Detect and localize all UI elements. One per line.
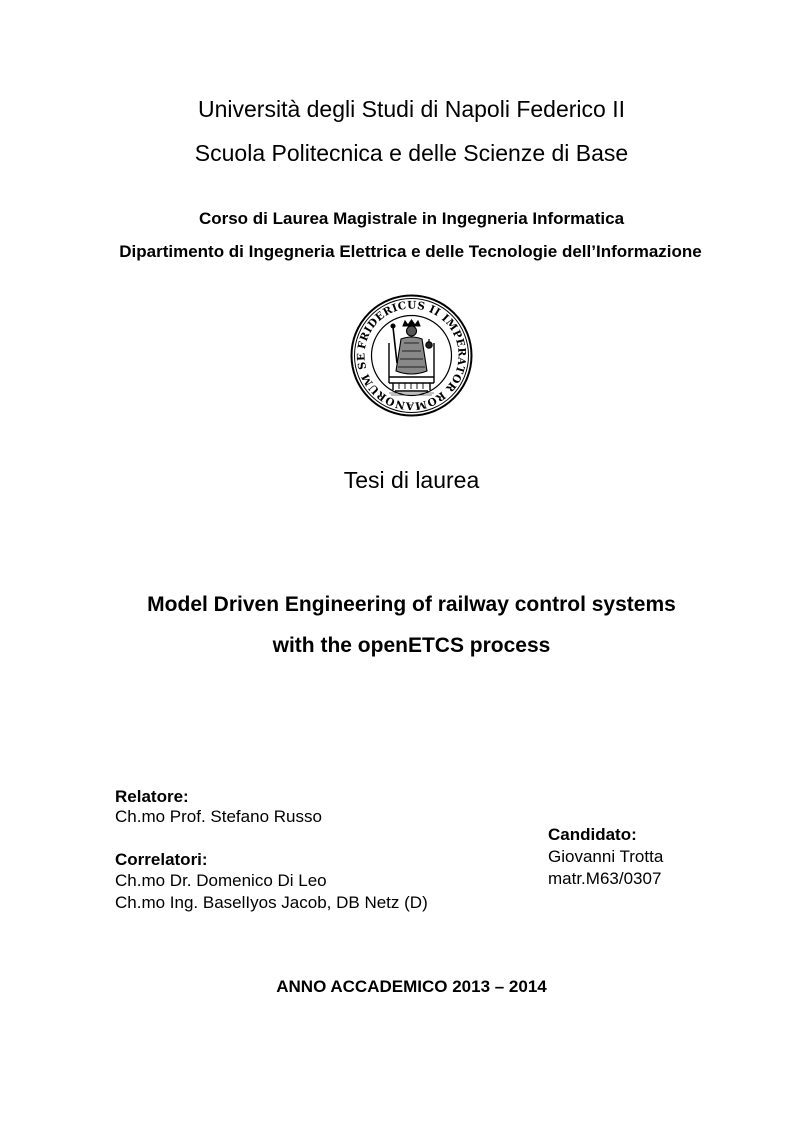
thesis-title-line-1: Model Driven Engineering of railway control systems	[147, 593, 676, 616]
course-name: Corso di Laurea Magistrale in Ingegneria Informatica	[198, 209, 625, 228]
relatore-name: Ch.mo Prof. Stefano Russo	[115, 807, 322, 826]
school-name: Scuola Politecnica e delle Scienze di Base	[194, 140, 629, 166]
university-seal-logo	[349, 293, 474, 418]
university-name: Università degli Studi di Napoli Federico II	[198, 96, 625, 122]
candidato-matricola: matr.M63/0307	[548, 869, 662, 888]
department-name: Dipartimento di Ingegneria Elettrica e delle Tecnologie dell’Informazione	[119, 242, 702, 261]
candidato-name: Giovanni Trotta	[548, 847, 664, 866]
thesis-title-line-2: with the openETCS process	[272, 634, 551, 657]
correlatore-1: Ch.mo Dr. Domenico Di Leo	[115, 871, 327, 890]
thesis-label: Tesi di laurea	[343, 467, 480, 493]
relatore-label: Relatore:	[115, 787, 189, 806]
seal-inscription: FRIDERICUS II IMPERATOR ROMANORUM SE	[355, 299, 468, 412]
seal-icon	[349, 293, 474, 418]
correlatori-label: Correlatori:	[115, 850, 208, 869]
correlatore-2: Ch.mo Ing. BaselIyos Jacob, DB Netz (D)	[115, 893, 428, 912]
candidato-label: Candidato:	[548, 825, 637, 844]
academic-year: ANNO ACCADEMICO 2013 – 2014	[276, 977, 547, 996]
